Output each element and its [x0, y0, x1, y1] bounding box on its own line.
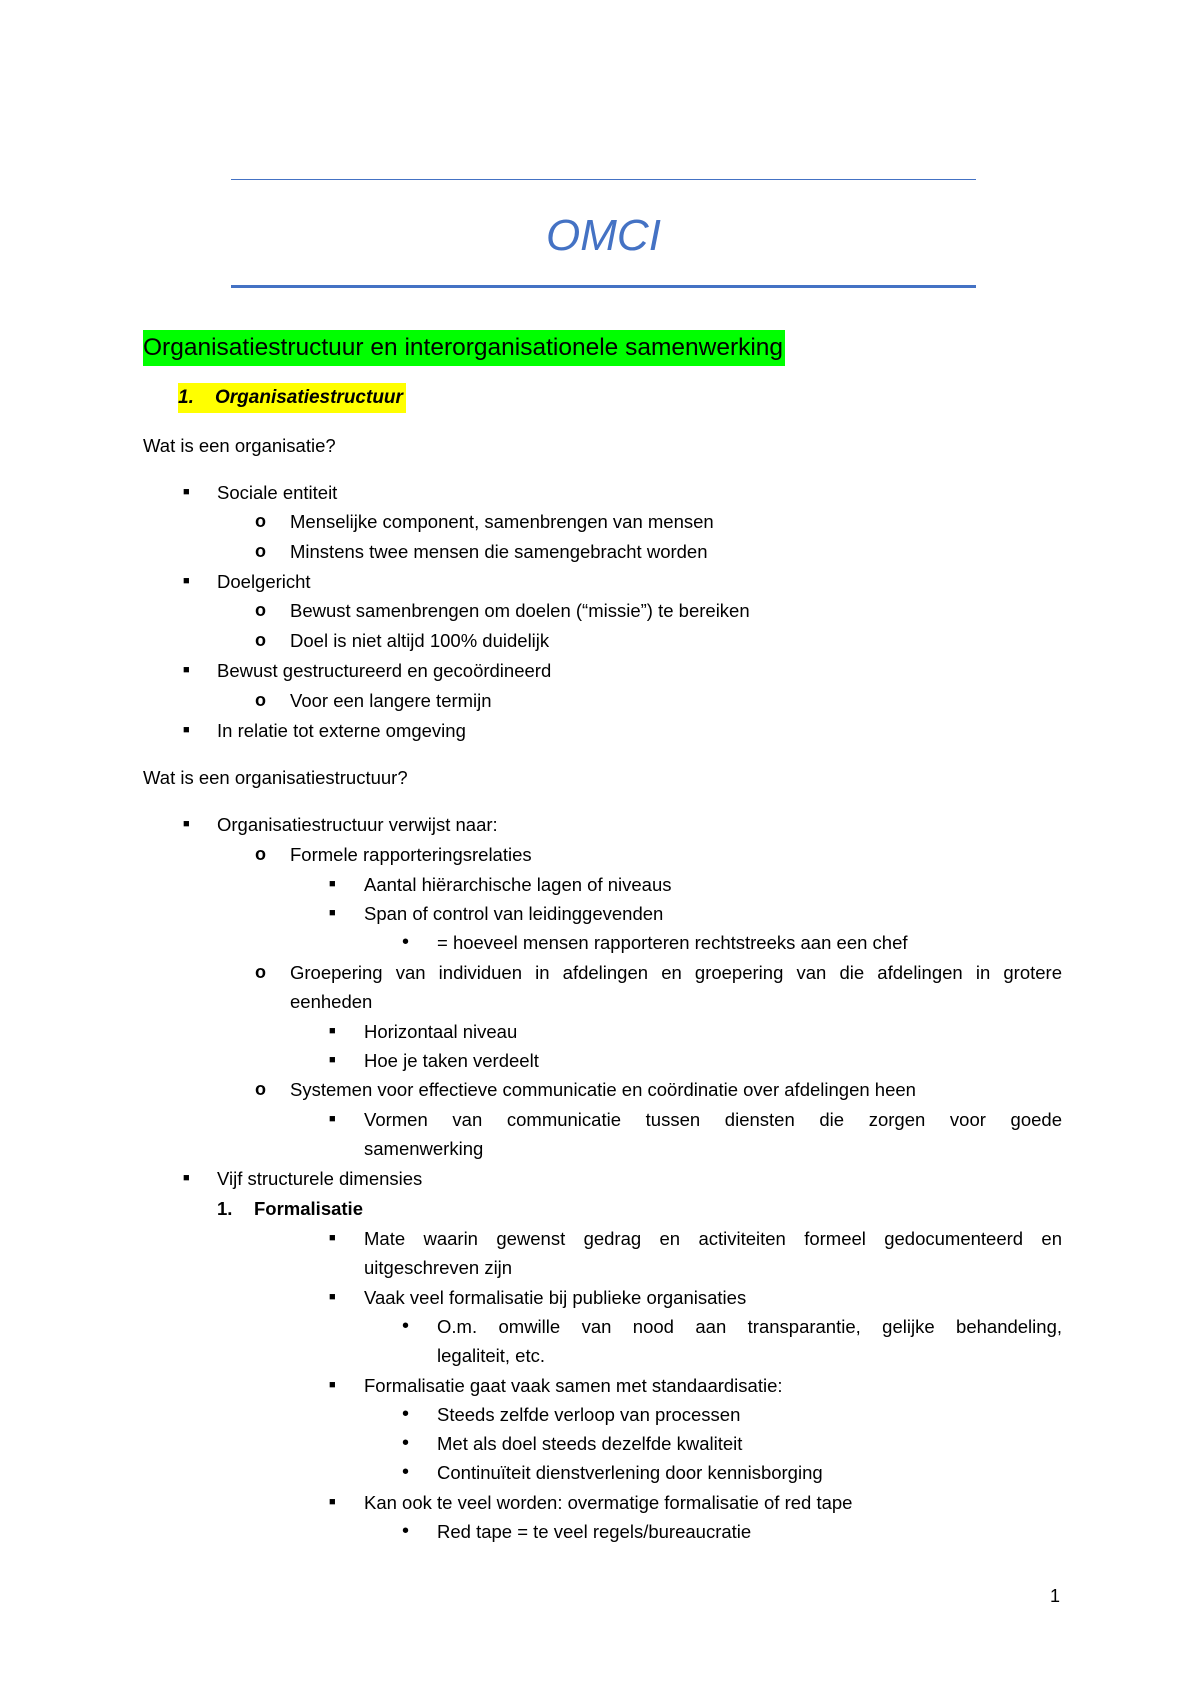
list-item-continuation: uitgeschreven zijn [364, 1257, 513, 1278]
list-item: o Doel is niet altijd 100% duidelijk [0, 626, 1200, 655]
round-bullet-icon: • [402, 1315, 410, 1337]
list-item: • Met als doel steeds dezelfde kwaliteit [0, 1429, 1200, 1458]
list-item-continuation: eenheden [290, 991, 373, 1012]
list-item: ■ Vaak veel formalisatie bij publieke organisaties [0, 1283, 1200, 1312]
dimension-heading: 1. Formalisatie [217, 1198, 363, 1219]
square-bullet-icon: ■ [329, 1025, 336, 1037]
list-item: o Formele rapporteringsrelaties [0, 840, 1200, 869]
list-item: • Red tape = te veel regels/bureaucratie [0, 1517, 1200, 1546]
list-item: o Menselijke component, samenbrengen van mensen [0, 507, 1200, 536]
question-2: Wat is een organisatiestructuur? [143, 767, 408, 788]
list-item: ■ Sociale entiteit [0, 478, 1200, 507]
list-item-continuation: legaliteit, etc. [437, 1345, 545, 1366]
square-bullet-icon: ■ [329, 1232, 336, 1244]
list-item-continuation: samenwerking [364, 1138, 484, 1159]
list-item: ■ Vormen van communicatie tussen diensten die zorgen voor goede [0, 1105, 1200, 1134]
square-bullet-icon: ■ [183, 486, 190, 498]
list-item: • O.m. omwille van nood aan transparantie, gelijke behandeling, [0, 1312, 1200, 1341]
square-bullet-icon: ■ [329, 1496, 336, 1508]
list-item: ■ Kan ook te veel worden: overmatige formalisatie of red tape [0, 1488, 1200, 1517]
section-title: Organisatiestructuur [215, 387, 403, 408]
round-bullet-icon: • [402, 1520, 410, 1542]
list-item: o Minstens twee mensen die samengebracht worden [0, 537, 1200, 566]
list-item: ■ Horizontaal niveau [0, 1017, 1200, 1046]
o-bullet-icon: o [255, 962, 266, 982]
list-item: o Groepering van individuen in afdelingen en groepering van die afdelingen in grotere [0, 958, 1200, 987]
o-bullet-icon: o [255, 1079, 266, 1099]
square-bullet-icon: ■ [183, 575, 190, 587]
o-bullet-icon: o [255, 844, 266, 864]
list-item: ■ Span of control van leidinggevenden [0, 899, 1200, 928]
list-item: o Voor een langere termijn [0, 686, 1200, 715]
square-bullet-icon: ■ [183, 664, 190, 676]
square-bullet-icon: ■ [183, 818, 190, 830]
o-bullet-icon: o [255, 630, 266, 650]
list-item: • Steeds zelfde verloop van processen [0, 1400, 1200, 1429]
page-number: 1 [1049, 1586, 1060, 1606]
title-rule-top [231, 179, 976, 180]
square-bullet-icon: ■ [329, 1379, 336, 1391]
section-heading [178, 383, 406, 413]
square-bullet-icon: ■ [329, 1291, 336, 1303]
o-bullet-icon: o [255, 511, 266, 531]
section-number: 1. [178, 387, 194, 408]
list-item: o Bewust samenbrengen om doelen (“missie”) te bereiken [0, 596, 1200, 625]
list-item: ■ Mate waarin gewenst gedrag en activiteiten formeel gedocumenteerd en [0, 1224, 1200, 1253]
list-item: o Systemen voor effectieve communicatie en coördinatie over afdelingen heen [0, 1075, 1200, 1104]
list-item: • = hoeveel mensen rapporteren rechtstreeks aan een chef [0, 928, 1200, 957]
list-item: ■ Bewust gestructureerd en gecoördineerd [0, 656, 1200, 685]
o-bullet-icon: o [255, 541, 266, 561]
square-bullet-icon: ■ [329, 907, 336, 919]
title-rule-bottom [231, 285, 976, 288]
list-item: ■ Aantal hiërarchische lagen of niveaus [0, 870, 1200, 899]
square-bullet-icon: ■ [329, 1054, 336, 1066]
o-bullet-icon: o [255, 690, 266, 710]
question-1: Wat is een organisatie? [143, 435, 336, 456]
list-item: ■ Doelgericht [0, 567, 1200, 596]
round-bullet-icon: • [402, 1432, 410, 1454]
main-heading: Organisatiestructuur en interorganisationele samenwerking [143, 330, 785, 366]
list-item: ■ In relatie tot externe omgeving [0, 716, 1200, 745]
round-bullet-icon: • [402, 1461, 410, 1483]
list-item: ■ Formalisatie gaat vaak samen met standaardisatie: [0, 1371, 1200, 1400]
square-bullet-icon: ■ [183, 724, 190, 736]
document-title: OMCI [546, 211, 661, 260]
square-bullet-icon: ■ [329, 878, 336, 890]
list-item: ■ Vijf structurele dimensies [0, 1164, 1200, 1193]
list-item: • Continuïteit dienstverlening door kennisborging [0, 1458, 1200, 1487]
list-item: ■ Hoe je taken verdeelt [0, 1046, 1200, 1075]
list-item: ■ Organisatiestructuur verwijst naar: [0, 810, 1200, 839]
o-bullet-icon: o [255, 600, 266, 620]
square-bullet-icon: ■ [329, 1113, 336, 1125]
round-bullet-icon: • [402, 931, 410, 953]
round-bullet-icon: • [402, 1403, 410, 1425]
square-bullet-icon: ■ [183, 1172, 190, 1184]
